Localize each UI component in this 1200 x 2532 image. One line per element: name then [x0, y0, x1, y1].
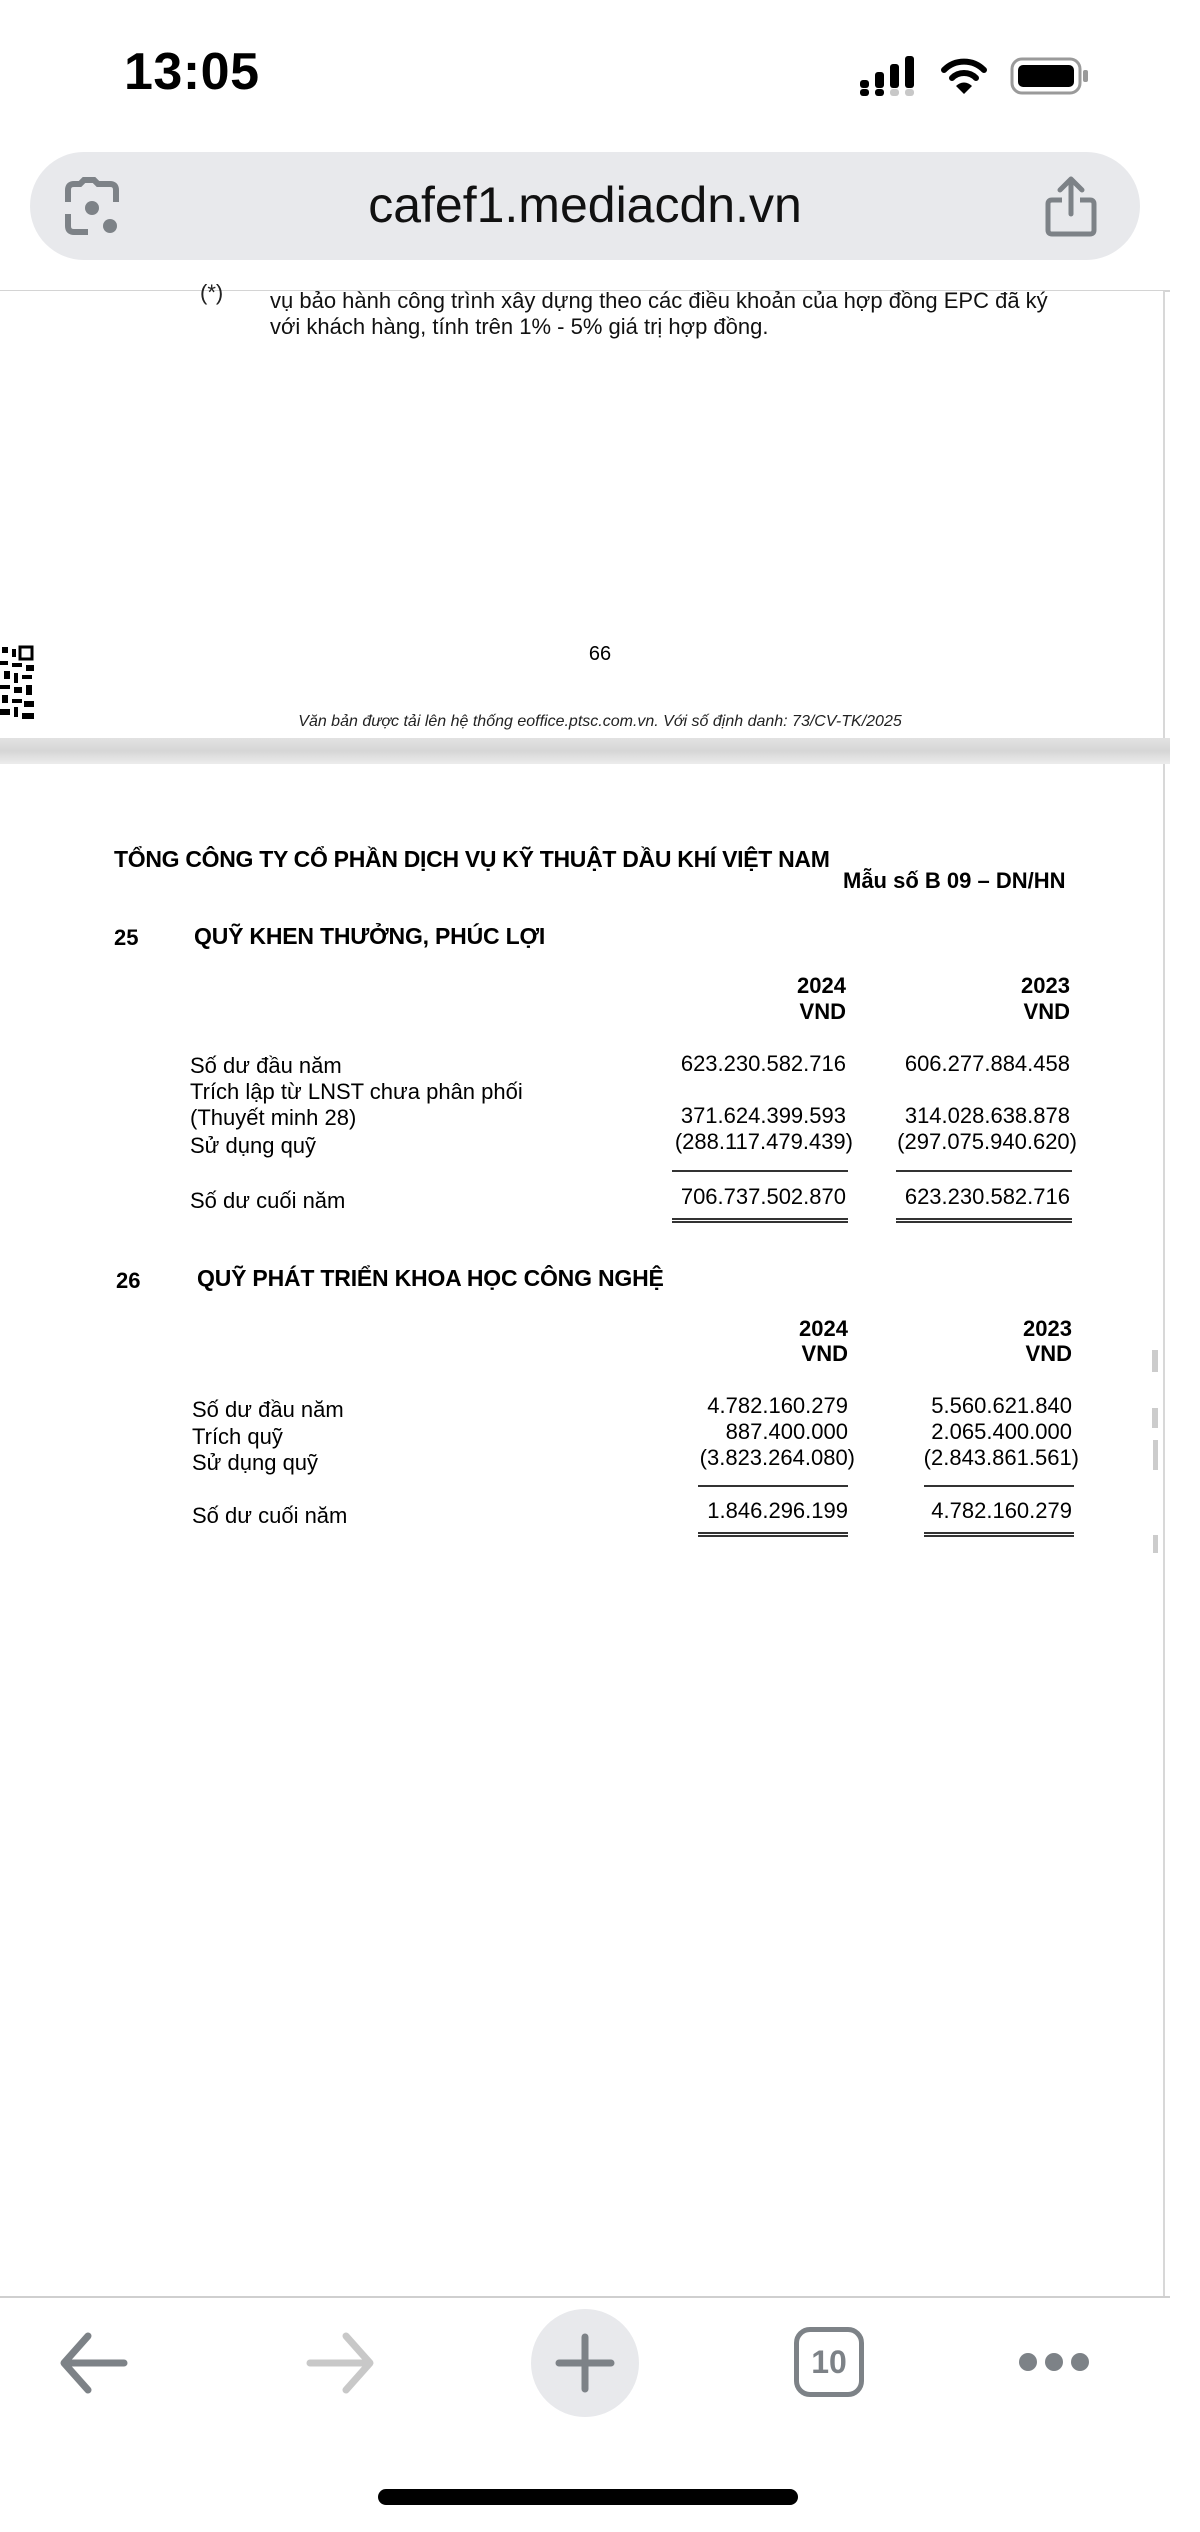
value-2023: 2.065.400.000: [931, 1419, 1072, 1444]
total-label: Số dư cuối năm: [192, 1503, 348, 1528]
value-2024: 371.624.399.593: [680, 1103, 846, 1128]
value-2023: 314.028.638.878: [904, 1103, 1070, 1128]
subtotal-rule: [924, 1485, 1074, 1487]
value-2024: 4.782.160.279: [707, 1393, 848, 1418]
subtotal-rule: [672, 1170, 848, 1172]
total-2024: 706.737.502.870: [680, 1184, 846, 1209]
page-number: 66: [588, 643, 612, 665]
value-2023: 5.560.621.840: [931, 1393, 1072, 1418]
column-unit: VND: [799, 999, 846, 1024]
row-label: Trích lập từ LNST chưa phân phối: [190, 1079, 523, 1104]
pdf-page-66: [0, 291, 1165, 739]
page66-line-2: với khách hàng, tính trên 1% - 5% giá trị hợp đồng.: [270, 314, 769, 339]
column-year: 2024: [797, 973, 846, 998]
forward-icon[interactable]: [304, 2332, 376, 2394]
home-indicator[interactable]: [378, 2489, 798, 2505]
value-2024: (288.117.479.439): [674, 1129, 853, 1154]
scan-artifact: [1152, 1408, 1158, 1428]
column-year: 2023: [1021, 973, 1070, 998]
url-text[interactable]: cafef1.mediacdn.vn: [368, 177, 802, 233]
row-label: Sử dụng quỹ: [190, 1133, 317, 1158]
subtotal-rule: [896, 1170, 1072, 1172]
total-2024: 1.846.296.199: [707, 1498, 848, 1523]
status-icons: [860, 56, 1090, 96]
value-2024: 887.400.000: [725, 1419, 848, 1444]
page-footer: Văn bản được tải lên hệ thống eoffice.ptsc.com.vn. Với số định danh: 73/CV-TK/2025: [298, 713, 902, 730]
tab-count: 10: [811, 2343, 847, 2380]
wifi-icon: [940, 56, 988, 96]
back-icon[interactable]: [58, 2332, 130, 2394]
total-double-rule: [924, 1532, 1074, 1537]
section-title: QUỸ KHEN THƯỞNG, PHÚC LỢI: [194, 923, 546, 949]
page-separator: [0, 738, 1170, 764]
section-title: QUỸ PHÁT TRIỂN KHOA HỌC CÔNG NGHỆ: [197, 1265, 664, 1291]
scan-artifact: [1153, 1440, 1158, 1470]
tabs-button[interactable]: [794, 2327, 864, 2397]
more-icon[interactable]: [1018, 2350, 1090, 2374]
value-2024: (3.823.264.080): [699, 1445, 855, 1470]
share-icon[interactable]: [1044, 176, 1098, 238]
row-label: Số dư đầu năm: [190, 1053, 342, 1078]
subtotal-rule: [698, 1485, 848, 1487]
column-unit: VND: [1023, 999, 1070, 1024]
page66-line-1: vụ bảo hành công trình xây dựng theo các điều khoản của hợp đồng EPC đã ký: [270, 288, 1048, 313]
total-double-rule: [896, 1218, 1072, 1223]
value-2023: 606.277.884.458: [904, 1051, 1070, 1076]
value-2023: (297.075.940.620): [897, 1129, 1077, 1154]
column-unit: VND: [1025, 1341, 1072, 1366]
row-label-note: (Thuyết minh 28): [190, 1105, 357, 1130]
new-tab-icon[interactable]: [555, 2333, 615, 2393]
scan-artifact: [1152, 1350, 1158, 1372]
total-2023: 4.782.160.279: [931, 1498, 1072, 1523]
column-year: 2023: [1023, 1316, 1072, 1341]
form-code: Mẫu số B 09 – DN/HN: [843, 868, 1066, 893]
row-label: Sử dụng quỹ: [192, 1450, 319, 1475]
value-2023: (2.843.861.561): [923, 1445, 1079, 1470]
toolbar-divider: [0, 2296, 1170, 2298]
status-time: 13:05: [124, 43, 260, 101]
cut-off-marker: (*): [200, 280, 224, 305]
value-2024: 623.230.582.716: [680, 1051, 846, 1076]
row-label: Trích quỹ: [192, 1424, 283, 1449]
row-label: Số dư đầu năm: [192, 1397, 344, 1422]
battery-icon: [1010, 57, 1090, 95]
company-name: TỔNG CÔNG TY CỔ PHẦN DỊCH VỤ KỸ THUẬT DẦU KHÍ VIỆT NAM: [114, 846, 830, 872]
section-number: 26: [116, 1268, 141, 1293]
column-unit: VND: [801, 1341, 848, 1366]
signal-icon: [860, 56, 918, 96]
column-year: 2024: [799, 1316, 848, 1341]
scan-artifact: [1153, 1535, 1158, 1553]
total-double-rule: [672, 1218, 848, 1223]
section-number: 25: [114, 925, 139, 950]
total-label: Số dư cuối năm: [190, 1188, 346, 1213]
total-double-rule: [698, 1532, 848, 1537]
total-2023: 623.230.582.716: [904, 1184, 1070, 1209]
